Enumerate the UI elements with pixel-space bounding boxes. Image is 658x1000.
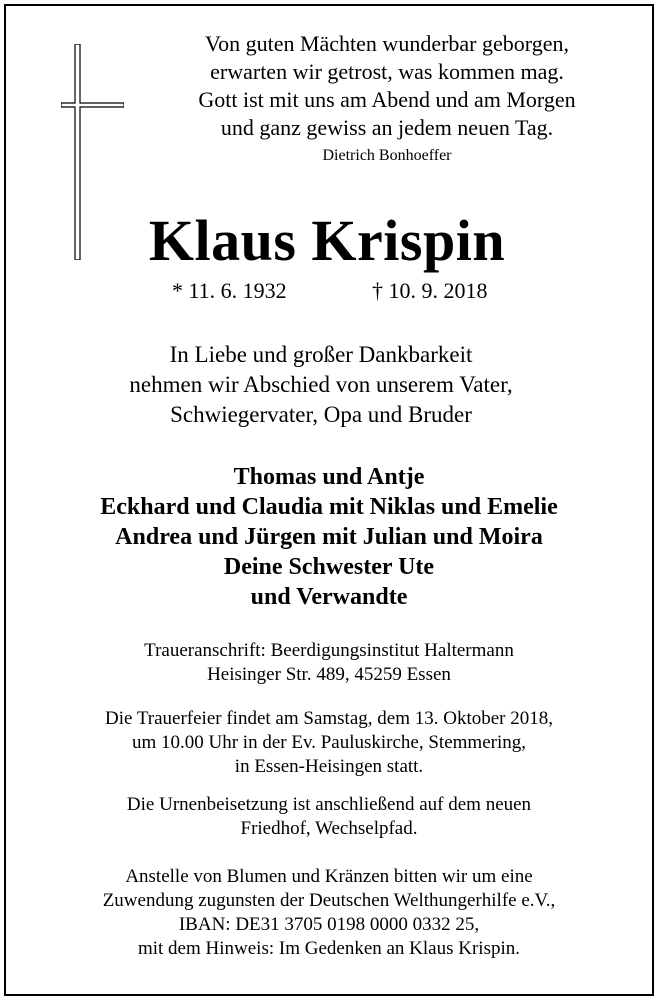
urn-line: Friedhof, Wechselpfad. xyxy=(240,818,418,839)
address-line: Traueranschrift: Beerdigungsinstitut Haltermann xyxy=(144,640,514,661)
address-line: Heisinger Str. 489, 45259 Essen xyxy=(207,664,451,685)
family-line: Andrea und Jürgen mit Julian und Moira xyxy=(115,524,543,550)
intro-line: Schwiegervater, Opa und Bruder xyxy=(170,402,472,427)
poem-line: erwarten wir getrost, was kommen mag. xyxy=(210,59,564,84)
intro-line: nehmen wir Abschied von unserem Vater, xyxy=(129,372,513,397)
family-line: Deine Schwester Ute xyxy=(223,554,435,580)
ceremony-line: in Essen-Heisingen statt. xyxy=(234,756,424,777)
family-line: Thomas und Antje xyxy=(233,464,425,490)
ceremony-line: Die Trauerfeier findet am Samstag, dem 13. Oktober 2018, xyxy=(105,708,553,729)
urn-line: Die Urnenbeisetzung ist anschließend auf dem neuen xyxy=(126,794,532,815)
donation-line: Anstelle von Blumen und Kränzen bitten wir um eine xyxy=(125,866,533,887)
donation-line: IBAN: DE31 3705 0198 0000 0332 25, xyxy=(178,914,480,935)
donation-line: mit dem Hinweis: Im Gedenken an Klaus Krispin. xyxy=(137,938,521,959)
poem-line: und ganz gewiss an jedem neuen Tag. xyxy=(220,115,554,140)
ceremony-line: um 10.00 Uhr in der Ev. Pauluskirche, Stemmering, xyxy=(131,732,526,753)
intro-line: In Liebe und großer Dankbarkeit xyxy=(169,342,473,367)
family-line: Eckhard und Claudia mit Niklas und Emelie xyxy=(100,494,558,520)
family-line: und Verwandte xyxy=(250,584,408,610)
donation-line: Zuwendung zugunsten der Deutschen Welthungerhilfe e.V., xyxy=(102,890,556,911)
deceased-name: Klaus Krispin xyxy=(148,208,506,273)
birth-date: * 11. 6. 1932 xyxy=(172,278,287,303)
poem-line: Von guten Mächten wunderbar geborgen, xyxy=(205,31,569,56)
death-date: † 10. 9. 2018 xyxy=(372,278,488,303)
obituary-frame xyxy=(4,4,654,996)
poem-line: Gott ist mit uns am Abend und am Morgen xyxy=(198,87,576,112)
poem-author: Dietrich Bonhoeffer xyxy=(322,147,452,164)
